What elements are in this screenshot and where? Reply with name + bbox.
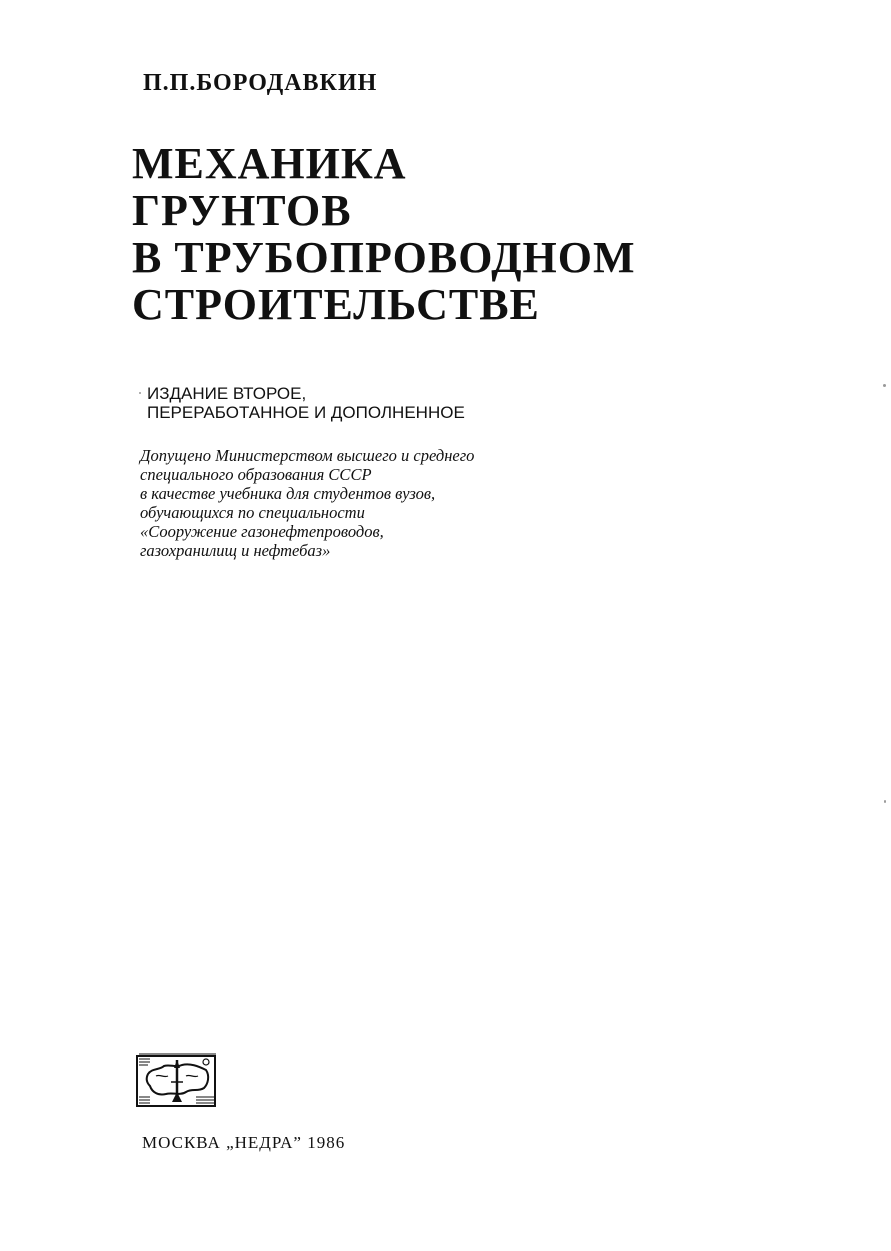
scan-speck (883, 384, 886, 387)
approval-line: Допущено Министерством высшего и среднего (140, 446, 475, 465)
book-title-line: СТРОИТЕЛЬСТВЕ (132, 280, 540, 329)
edition-line: ПЕРЕРАБОТАННОЕ И ДОПОЛНЕННОЕ (147, 403, 465, 422)
publisher-emblem-icon (136, 1052, 218, 1110)
publisher-imprint: МОСКВА „НЕДРА” 1986 (142, 1133, 346, 1152)
scan-speck (139, 392, 141, 394)
edition-line: ИЗДАНИЕ ВТОРОЕ, (147, 384, 307, 403)
approval-line: в качестве учебника для студентов вузов, (140, 484, 436, 503)
approval-line: «Сооружение газонефтепроводов, (140, 522, 384, 541)
approval-line: газохранилищ и нефтебаз» (140, 541, 331, 560)
edition-note (147, 384, 465, 422)
book-title-line: МЕХАНИКА (132, 139, 407, 188)
approval-line: специального образования СССР (140, 465, 372, 484)
approval-statement (140, 446, 474, 560)
approval-line: обучающихся по специальности (140, 503, 365, 522)
book-title (132, 140, 635, 328)
author-name: П.П.БОРОДАВКИН (143, 70, 378, 96)
book-title-line: ГРУНТОВ (132, 186, 352, 235)
book-title-line: В ТРУБОПРОВОДНОМ (132, 233, 636, 282)
scan-speck (884, 800, 886, 803)
